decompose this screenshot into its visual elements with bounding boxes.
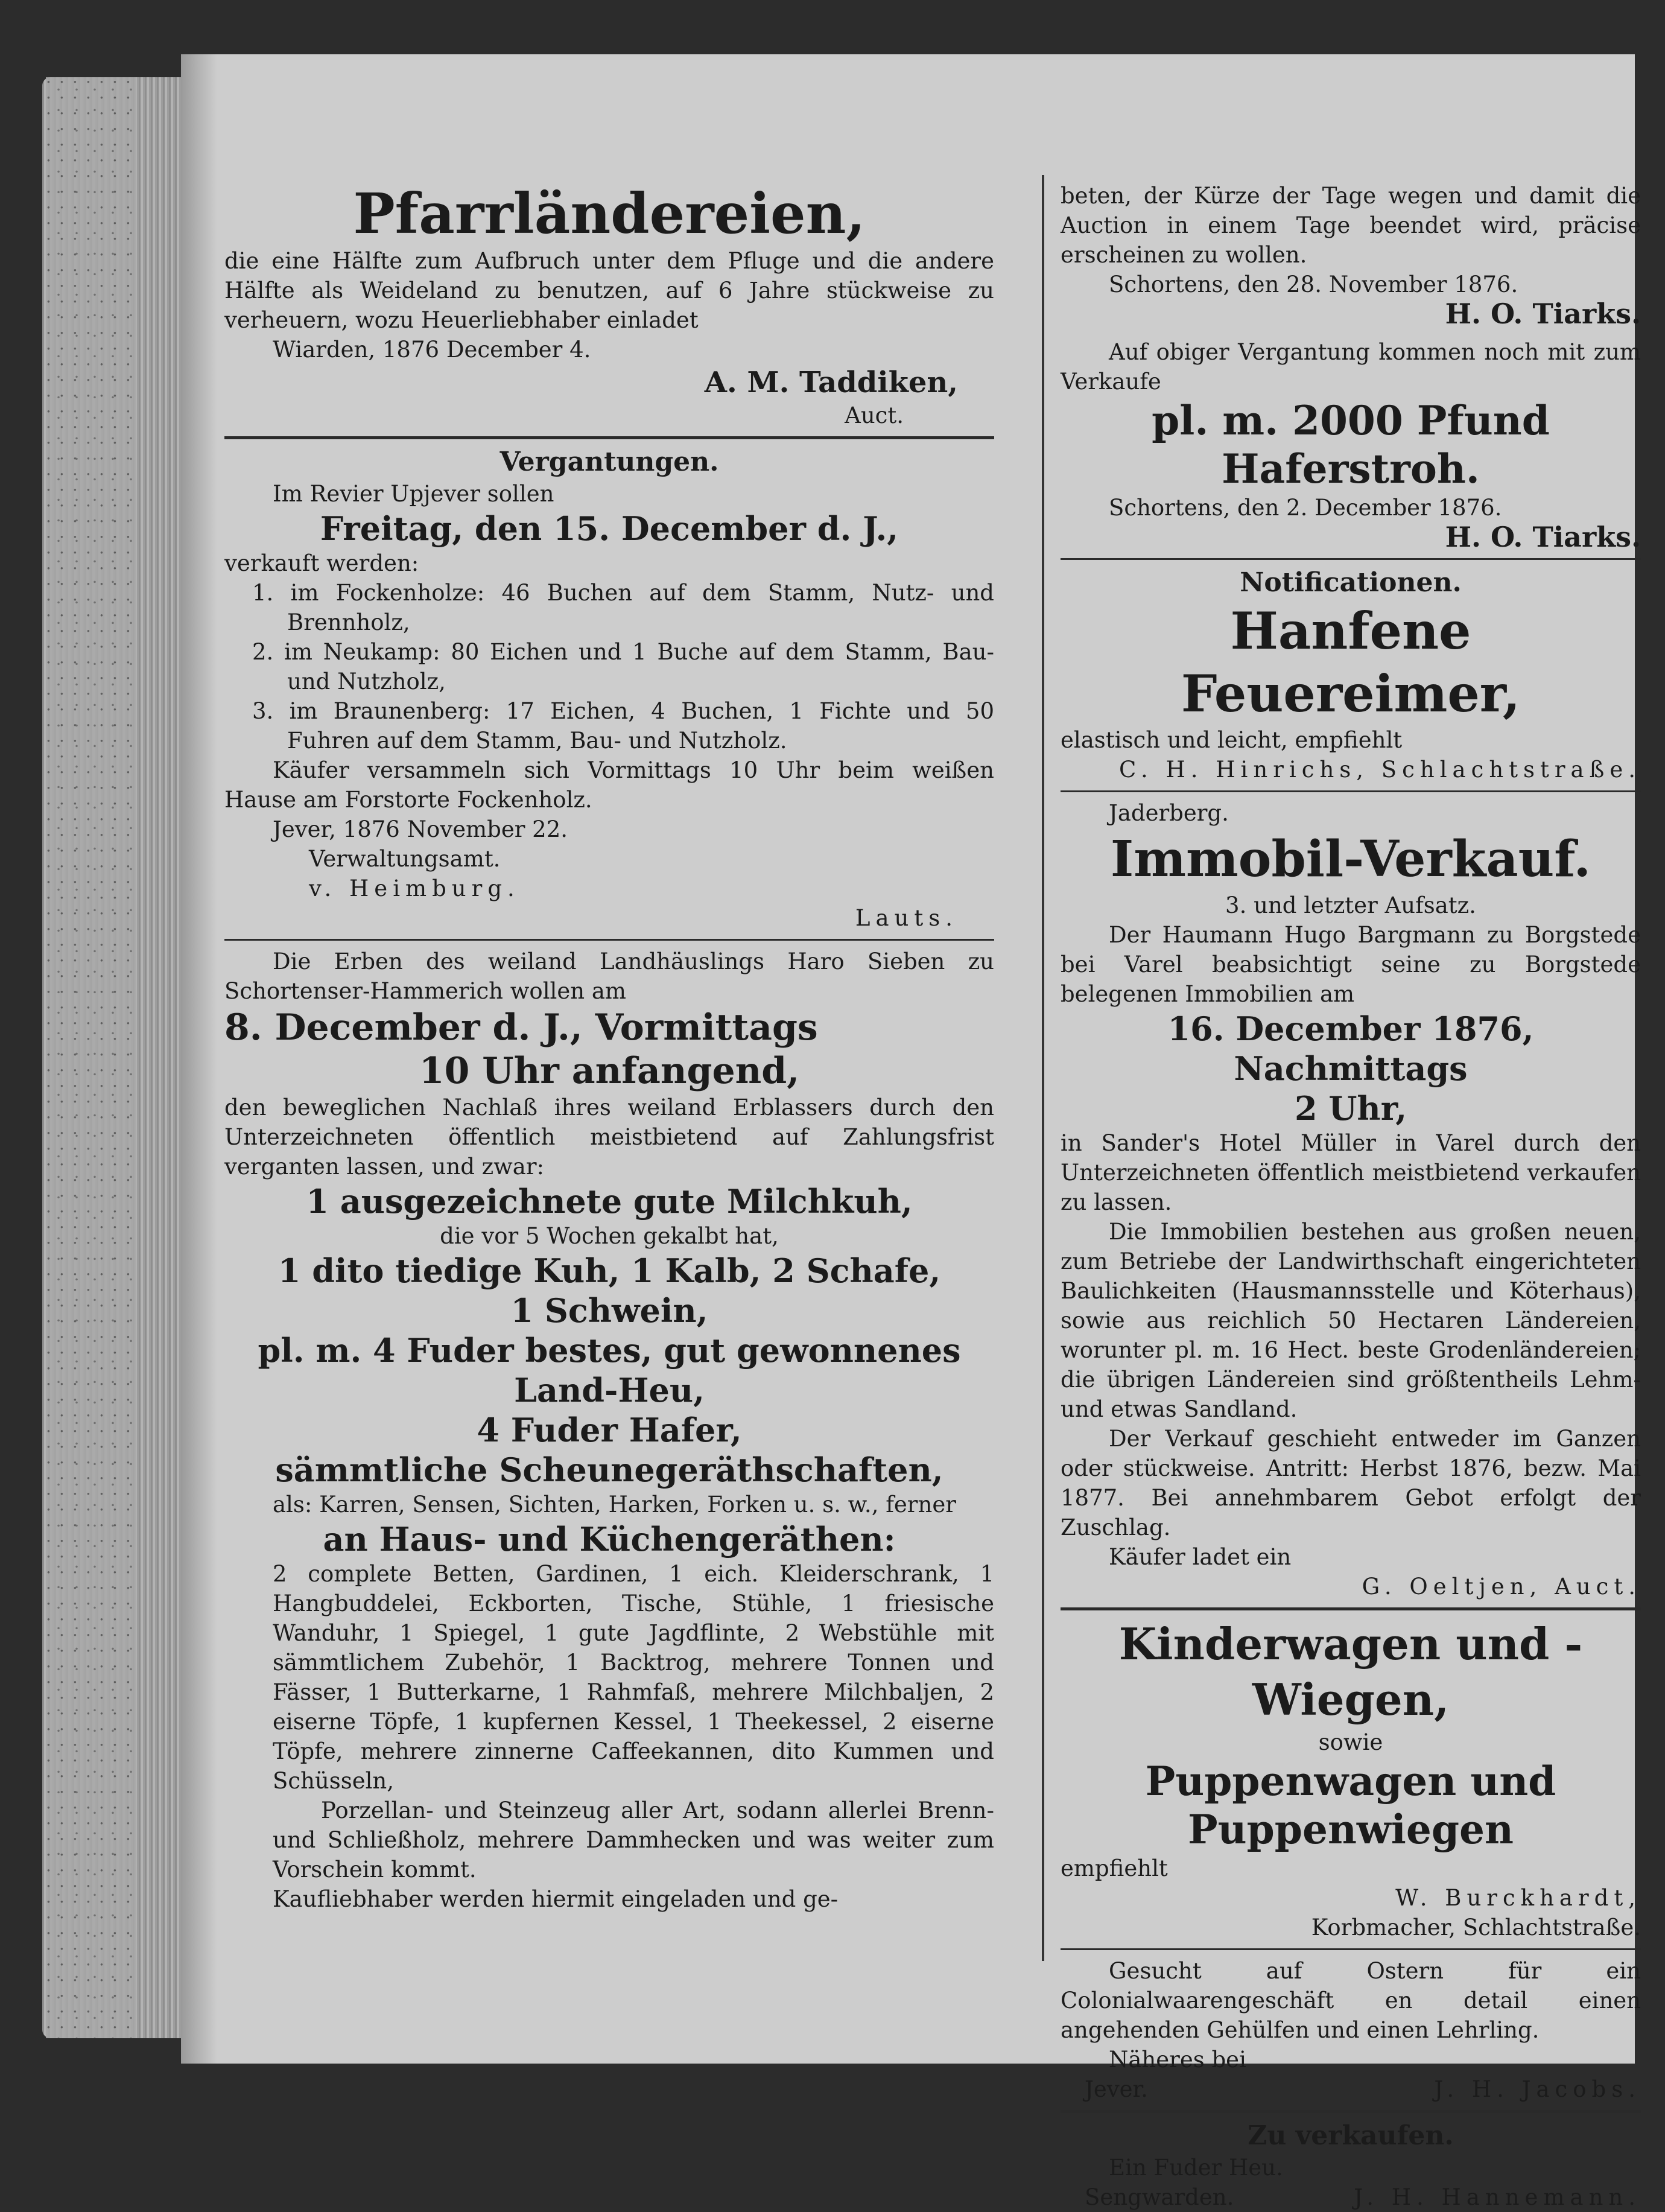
hafer-place-date: Schortens, den 2. December 1876.: [1109, 495, 1502, 521]
erben-hay-2: Land-Heu,: [514, 1371, 705, 1410]
pfarr-place-date: Wiarden, 1876 December 4.: [273, 337, 591, 363]
immobil-body-2: in Sander's Hotel Müller in Varel durch den Unterzeichneten öffentlich meistbietend verkaufen zu lassen.: [1061, 1130, 1641, 1215]
zu-verkaufen-heading: Zu verkaufen.: [1248, 2120, 1454, 2151]
feuereimer-body: elastisch und leicht, empfiehlt: [1061, 727, 1403, 753]
auction-continuation: [1061, 181, 1641, 329]
pfarr-signer-role: Auct.: [845, 402, 904, 428]
hafer-signer: H. O. Tiarks.: [1445, 521, 1641, 553]
puppenwiegen-line: Puppenwiegen: [1188, 1806, 1514, 1853]
kinderwagen-notice: [1061, 1616, 1641, 1942]
kinderwagen-signer: W. Burckhardt,: [1395, 1885, 1641, 1911]
spacer: [1061, 329, 1641, 337]
immobil-place: Jaderberg.: [1109, 800, 1229, 826]
divider: [1061, 558, 1641, 560]
erben-oats: 4 Fuder Hafer,: [477, 1411, 742, 1449]
erben-household-list: 2 complete Betten, Gardinen, 1 eich. Kleiderschrank, 1 Hangbuddelei, Eckborten, Tische, Stühle, 1 friesische Wanduhr, 1 Spiegel, 1 gute Jagdflinte, 2 Webstühle mit sämmtlichem Zubehör, 1 Backtrog, mehrere Tonnen und Fässer, 1 Butterkarne, 1 Rahmfaß, mehrere Milchbaljen, 2 eiserne Töpfe, 1 kupfernen Kessel, 1 Theekessel, 2 eiserne Töpfe, mehrere zinnerne Caffeekannen, dito Kummen und Schüsseln,: [273, 1561, 994, 1794]
immobil-body-3: Die Immobilien bestehen aus großen neuen, zum Betriebe der Landwirthschaft eingerichteten Baulichkeiten (Hausmannsstelle und Köterhaus), sowie aus reichlich 50 Hectaren Ländereien, worunter pl. m. 16 Hect. beste Grodenländereien; die übrigen Ländereien sind größtentheils Lehm- und etwas Sandland.: [1061, 1219, 1641, 1422]
cont-place-date: Schortens, den 28. November 1876.: [1109, 272, 1518, 297]
divider: [224, 939, 994, 941]
verg-signer: v. Heimburg.: [309, 876, 520, 901]
erben-household: an Haus- und Küchengeräthen:: [323, 1520, 896, 1559]
page-edge-speckle: [46, 77, 136, 2038]
immobil-body-4: Der Verkauf geschieht entweder im Ganzen oder stückweise. Antritt: Herbst 1876, bezw. Mai 1877. Bei annehmbarem Gebot erfolgt der Zuschlag.: [1061, 1426, 1641, 1540]
cont-signer: H. O. Tiarks.: [1445, 297, 1641, 330]
immobil-invite: Käufer ladet ein: [1109, 1544, 1292, 1570]
immobil-date-1: 16. December 1876, Nachmittags: [1167, 1009, 1534, 1088]
verg-item-3: 3. im Braunenberg: 17 Eichen, 4 Buchen, 1 Fichte und 50 Fuhren auf dem Stamm, Bau- und Nutzholz.: [252, 698, 994, 754]
immobil-signer: G. Oeltjen, Auct.: [1362, 1574, 1641, 1600]
erben-intro: Die Erben des weiland Landhäuslings Haro Sieben zu Schortenser-Hammerich wollen am: [224, 949, 994, 1004]
notificationen-section: [1061, 566, 1641, 784]
feuereimer-title: Hanfene Feuereimer,: [1181, 601, 1521, 723]
pfarr-notice: [224, 181, 994, 430]
erben-pig: 1 Schwein,: [510, 1291, 708, 1330]
kinderwagen-sowie: sowie: [1318, 1729, 1383, 1755]
gesucht-body: Gesucht auf Ostern für ein Colonialwaarengeschäft en detail einen angehenden Gehülfen und einen Lehrling.: [1061, 1958, 1641, 2043]
left-column: [224, 109, 994, 1914]
verg-intro: Im Revier Upjever sollen: [273, 481, 554, 507]
divider: [1061, 2110, 1641, 2113]
cont-text: beten, der Kürze der Tage wegen und damit die Auction in einem Tage beendet wird, präcise erscheinen zu wollen.: [1061, 183, 1641, 268]
kinderwagen-title: Kinderwagen und -Wiegen,: [1118, 1618, 1583, 1725]
immobil-date-2: 2 Uhr,: [1294, 1089, 1407, 1128]
erben-animals: 1 dito tiedige Kuh, 1 Kalb, 2 Schafe,: [278, 1251, 941, 1290]
spine-shadow: [181, 54, 217, 2064]
right-column: [1061, 181, 1641, 2212]
divider: [1061, 790, 1641, 792]
feuereimer-signer: C. H. Hinrichs, Schlachtstraße.: [1118, 757, 1641, 783]
kinderwagen-empf: empfiehlt: [1061, 1855, 1168, 1881]
gesucht-signer: J. H. Jacobs.: [1434, 2076, 1641, 2102]
gesucht-more: Näheres bei: [1109, 2047, 1246, 2073]
immobil-title: Immobil-Verkauf.: [1110, 830, 1591, 888]
verg-meeting: Käufer versammeln sich Vormittags 10 Uhr beim weißen Hause am Forstorte Fockenholz.: [224, 757, 994, 813]
zu-verkaufen-signer: J. H. Hannemann.: [1354, 2184, 1641, 2210]
pfarr-title: Pfarrländereien,: [353, 181, 866, 246]
hafer-intro: Auf obiger Vergantung kommen noch mit zum Verkaufe: [1061, 339, 1641, 395]
immobil-sub: 3. und letzter Aufsatz.: [1225, 892, 1476, 918]
divider: [224, 436, 994, 439]
notificationen-heading: Notificationen.: [1240, 567, 1462, 598]
vergantung-notice: [224, 445, 994, 933]
verg-sold: verkauft werden:: [224, 550, 419, 576]
erben-porcelain: Porzellan- und Steinzeug aller Art, sodann allerlei Brenn- und Schließholz, mehrere Dammhecken und was weiter zum Vorschein kommt.: [273, 1797, 994, 1883]
erben-notice: [224, 947, 994, 1914]
hafer-line-2: Haferstroh.: [1222, 445, 1480, 492]
zu-verkaufen-body: Ein Fuder Heu.: [1109, 2155, 1283, 2181]
erben-body: den beweglichen Nachlaß ihres weiland Erblassers durch den Unterzeichneten öffentlich meistbietend auf Zahlungsfrist verganten lassen, und zwar:: [224, 1095, 994, 1180]
immobil-notice: [1061, 798, 1641, 1601]
divider: [1061, 1948, 1641, 1950]
zu-verkaufen-footer: [1061, 2182, 1641, 2212]
erben-date-1: 8. December d. J., Vormittags: [224, 1006, 818, 1049]
gesucht-place: Jever.: [1085, 2076, 1148, 2102]
erben-hay-1: pl. m. 4 Fuder bestes, gut gewonnenes: [258, 1331, 961, 1370]
verg-office: Verwaltungsamt.: [309, 846, 501, 872]
vergantungen-heading: Vergantungen.: [500, 447, 719, 477]
pfarr-signer: A. M. Taddiken,: [704, 366, 958, 399]
verg-signer-2: Lauts.: [855, 905, 958, 931]
divider: [1061, 1607, 1641, 1610]
haferstroh-notice: [1061, 337, 1641, 552]
book-page-edges: [42, 77, 187, 2038]
erben-cow: 1 ausgezeichnete gute Milchkuh,: [306, 1182, 913, 1221]
gesucht-footer: [1061, 2074, 1641, 2104]
erben-date-2: 10 Uhr anfangend,: [419, 1050, 800, 1092]
verg-date: Freitag, den 15. December d. J.,: [320, 509, 899, 548]
column-divider: [1042, 175, 1044, 1961]
gesucht-notice: [1061, 1956, 1641, 2104]
erben-cow-note: die vor 5 Wochen gekalbt hat,: [440, 1223, 779, 1249]
zu-verkaufen-notice: [1061, 2119, 1641, 2212]
erben-tools: sämmtliche Scheunegeräthschaften,: [275, 1451, 944, 1489]
verg-item-2: 2. im Neukamp: 80 Eichen und 1 Buche auf dem Stamm, Bau- und Nutzholz,: [252, 639, 994, 694]
kinderwagen-signer-2: Korbmacher, Schlachtstraße.: [1311, 1915, 1641, 1940]
verg-item-1: 1. im Fockenholze: 46 Buchen auf dem Stamm, Nutz- und Brennholz,: [252, 580, 994, 635]
erben-tools-list: als: Karren, Sensen, Sichten, Harken, Forken u. s. w., ferner: [273, 1492, 956, 1518]
immobil-body-1: Der Haumann Hugo Bargmann zu Borgstede bei Varel beabsichtigt seine zu Borgstede belegenen Immobilien am: [1061, 922, 1641, 1007]
hafer-line-1: pl. m. 2000 Pfund: [1152, 397, 1550, 444]
verg-place-date: Jever, 1876 November 22.: [273, 816, 568, 842]
erben-closing: Kaufliebhaber werden hiermit eingeladen und ge-: [273, 1886, 839, 1912]
puppenwagen-line: Puppenwagen und: [1145, 1758, 1556, 1805]
zu-verkaufen-place: Sengwarden.: [1085, 2184, 1234, 2210]
pfarr-body: die eine Hälfte zum Aufbruch unter dem Pfluge und die andere Hälfte als Weideland zu benutzen, auf 6 Jahre stückweise zu verheuern, wozu Heuerliebhaber einladet: [224, 248, 994, 333]
